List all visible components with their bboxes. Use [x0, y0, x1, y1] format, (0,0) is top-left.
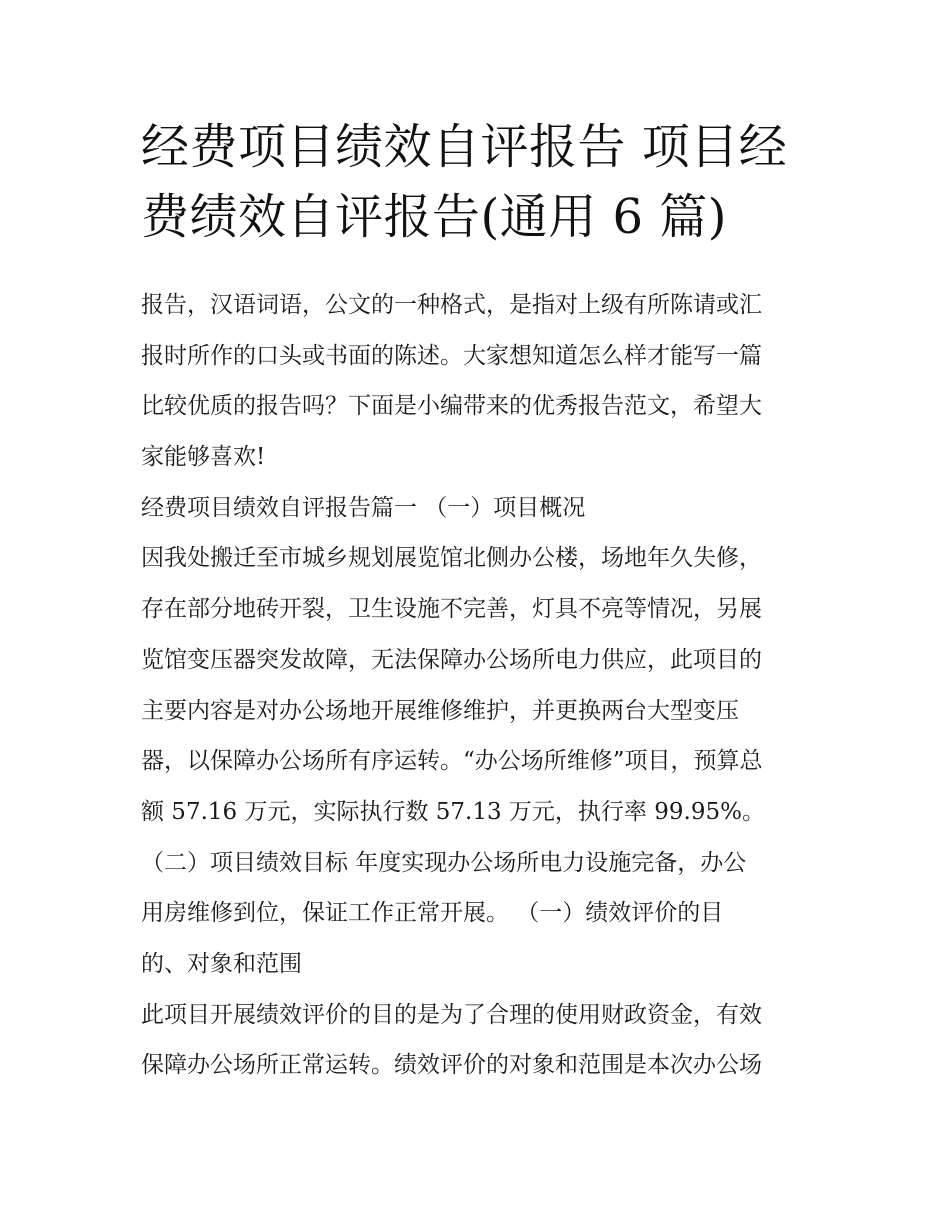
body-line: 的、对象和范围 — [141, 950, 302, 977]
body-line: 家能够喜欢! — [141, 444, 266, 471]
body-line: 报时所作的口头或书面的陈述。大家想知道怎么样才能写一篇 — [141, 342, 762, 369]
body-line: 此项目开展绩效评价的目的是为了合理的使用财政资金，有效 — [141, 1001, 762, 1028]
body-line: 比较优质的报告吗？下面是小编带来的优秀报告范文，希望大 — [141, 393, 762, 420]
document-title — [141, 112, 821, 252]
body-line: 器，以保障办公场所有序运转。“办公场所维修”项目，预算总 — [141, 748, 763, 775]
body-line: 报告，汉语词语，公文的一种格式，是指对上级有所陈请或汇 — [141, 292, 762, 318]
body-line: 用房维修到位，保证工作正常开展。 （一）绩效评价的目 — [141, 900, 724, 927]
body-line: 存在部分地砖开裂，卫生设施不完善，灯具不亮等情况，另展 — [141, 596, 762, 623]
body-line: （二）项目绩效目标 年度实现办公场所电力设施完备，办公 — [141, 849, 747, 876]
section-heading: 经费项目绩效自评报告篇一 （一）项目概况 — [141, 494, 586, 521]
title-line: 经费项目绩效自评报告 项目经 — [141, 119, 788, 175]
document-body — [141, 280, 821, 1091]
title-line: 费绩效自评报告(通用 6 篇) — [141, 189, 728, 245]
body-line: 因我处搬迁至市城乡规划展览馆北侧办公楼，场地年久失修， — [141, 545, 762, 572]
body-line: 额 57.16 万元，实际执行数 57.13 万元，执行率 99.95%。 — [141, 798, 765, 825]
body-line: 保障办公场所正常运转。绩效评价的对象和范围是本次办公场 — [141, 1052, 762, 1079]
body-line: 主要内容是对办公场地开展维修维护，并更换两台大型变压 — [141, 697, 739, 724]
body-line: 览馆变压器突发故障，无法保障办公场所电力供应，此项目的 — [141, 646, 762, 673]
